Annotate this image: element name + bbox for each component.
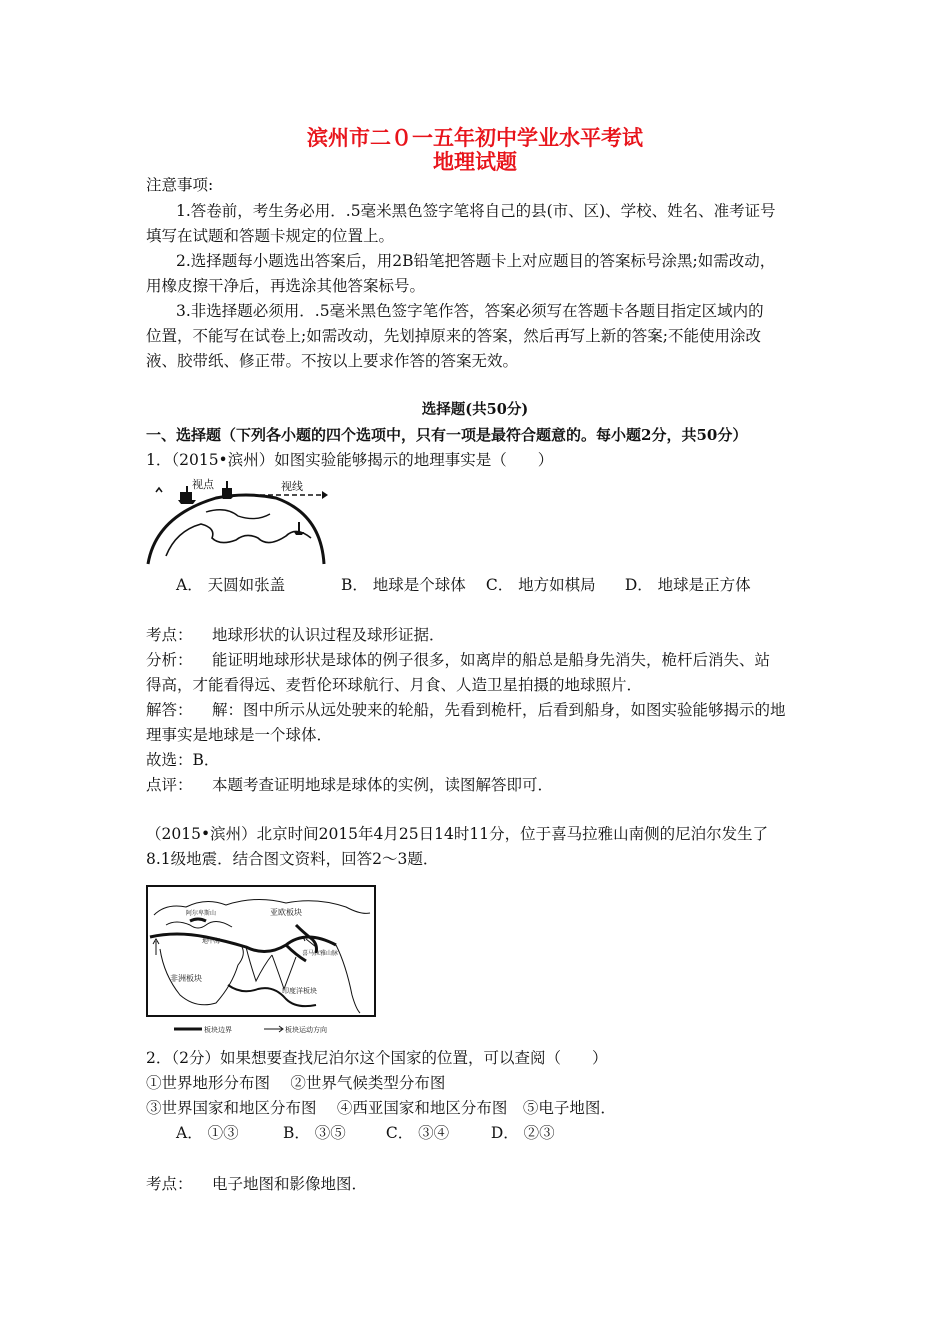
- question-1-options: [176, 573, 844, 597]
- option-a[interactable]: A． 天圆如张盖: [176, 576, 286, 594]
- analysis-row: 考点： 地球形状的认识过程及球形证据．: [146, 626, 445, 644]
- african-plate-label: 非洲板块: [170, 974, 202, 983]
- eurasian-plate-label: 亚欧板块: [270, 908, 302, 917]
- question-2-choices: ①世界地形分布图 ②世界气候类型分布图: [146, 1074, 446, 1092]
- analysis-row: 考点： 电子地图和影像地图．: [146, 1175, 368, 1193]
- notice-line: 位置，不能写在试卷上;如需改动，先划掉原来的答案，然后再写上新的答案;不能使用涂改: [146, 327, 761, 345]
- notice-line: 填写在试题和答题卡规定的位置上。: [146, 227, 395, 245]
- option-c[interactable]: C． 地方如棋局: [485, 576, 596, 594]
- passage-line: （2015•滨州）北京时间2015年4月25日14时11分，位于喜马拉雅山南侧的尼泊尔发生了: [146, 825, 769, 843]
- notice-line: 2.选择题每小题选出答案后，用2B铅笔把答题卡上对应题目的答案标号涂黑;如需改动，: [176, 252, 776, 270]
- viewpoint-label: 视点: [192, 478, 214, 491]
- himalaya-label: 喜马拉雅山脉: [302, 950, 339, 957]
- analysis-row: 理事实是地球是一个球体．: [146, 726, 333, 744]
- earth-curvature-figure: [146, 476, 336, 568]
- analysis-row: 故选：B．: [146, 751, 220, 769]
- question-1-stem: 1．（2015•滨州）如图实验能够揭示的地理事实是（ ）: [146, 451, 554, 469]
- notice-line: 用橡皮擦干净后，再选涂其他答案标号。: [146, 277, 426, 295]
- analysis-row: 解答： 解：图中所示从远处驶来的轮船，先看到桅杆，后看到船身，如图实验能够揭示的地: [146, 701, 786, 719]
- plate-map-figure: [146, 885, 378, 1037]
- exam-title: 滨州市二０一五年初中学业水平考试: [307, 125, 643, 150]
- indian-plate-label: 印度洋板块: [282, 987, 317, 995]
- mediterranean-label: 地中海: [202, 938, 221, 945]
- option-b[interactable]: B． 地球是个球体: [340, 576, 466, 594]
- question-2-options: [176, 1121, 844, 1145]
- notice-heading: 注意事项:: [146, 176, 214, 194]
- notice-line: 液、胶带纸、修正带。不按以上要求作答的答案无效。: [146, 352, 519, 370]
- legend-boundary-label: 板块边界: [204, 1026, 232, 1034]
- alps-label: 阿尔卑斯山: [186, 910, 217, 917]
- section-title: 选择题(共50分): [421, 401, 529, 418]
- analysis-row: 点评： 本题考查证明地球是球体的实例，读图解答即可．: [146, 776, 554, 794]
- notice-line: 3.非选择题必须用．.5毫米黑色签字笔作答，答案必须写在答题卡各题目指定区域内的: [176, 302, 764, 320]
- analysis-row: 得高，才能看得远、麦哲伦环球航行、月食、人造卫星拍摄的地球照片．: [146, 676, 643, 694]
- option-b[interactable]: B． ③⑤: [282, 1124, 346, 1142]
- sightline-label: 视线: [281, 480, 303, 493]
- analysis-row: 分析： 能证明地球形状是球体的例子很多，如离岸的船总是船身先消失，桅杆后消失、站: [146, 651, 771, 669]
- question-2-stem: 2．（2分）如果想要查找尼泊尔这个国家的位置，可以查阅（ ）: [146, 1049, 608, 1067]
- section-instruction: 一、选择题（下列各小题的四个选项中，只有一项是最符合题意的。每小题2分，共50分）: [146, 426, 748, 444]
- notice-line: 1.答卷前，考生务必用．.5毫米黑色签字笔将自己的县(市、区)、学校、姓名、准考证号: [176, 202, 776, 220]
- exam-subtitle: 地理试题: [433, 149, 517, 174]
- option-d[interactable]: D． ②③: [490, 1124, 555, 1142]
- option-a[interactable]: A． ①③: [176, 1124, 239, 1142]
- legend-direction-label: 板块运动方向: [285, 1026, 327, 1034]
- passage-line: 8.1级地震．结合图文资料，回答2～3题．: [146, 850, 439, 868]
- option-d[interactable]: D． 地球是正方体: [624, 576, 751, 594]
- option-c[interactable]: C． ③④: [385, 1124, 450, 1142]
- question-2-choices: ③世界国家和地区分布图 ④西亚国家和地区分布图 ⑤电子地图．: [146, 1099, 616, 1117]
